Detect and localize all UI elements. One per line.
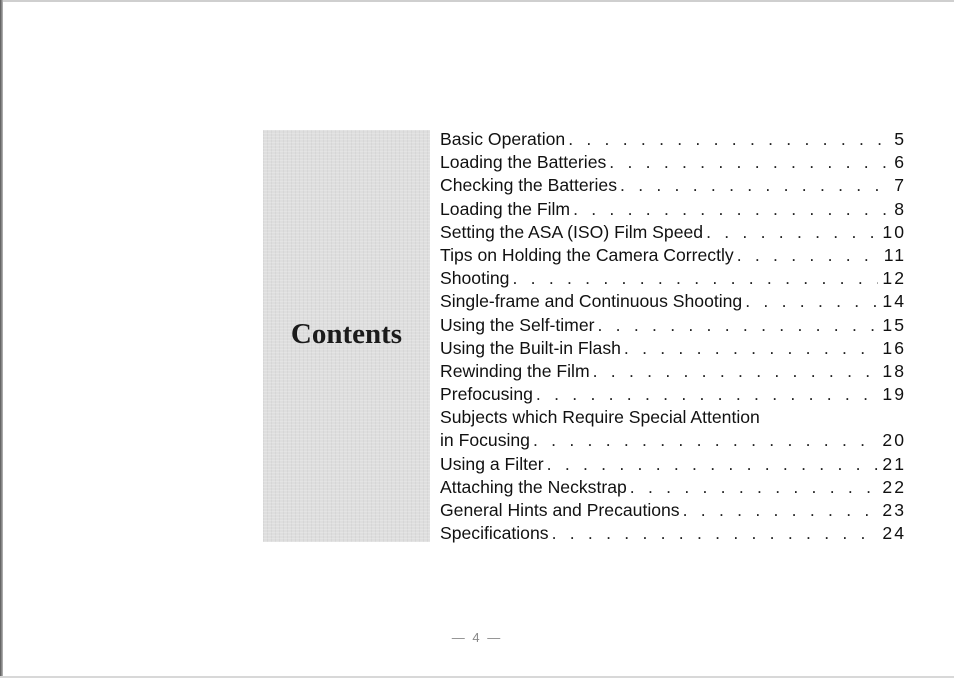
toc-entry-neckstrap[interactable] [440, 476, 904, 499]
toc-entry-label: Rewinding the Film [440, 360, 590, 381]
toc-entry-prefocusing[interactable] [440, 383, 904, 406]
toc-entry-general-hints[interactable] [440, 499, 904, 522]
toc-entry-page: 16 [882, 337, 906, 358]
toc-entry-label: Using a Filter [440, 453, 544, 474]
toc-entry-page: 19 [882, 384, 906, 405]
toc-entry-label: Loading the Batteries [440, 152, 607, 173]
dot-leader [745, 290, 878, 313]
toc-entry-using-filter[interactable] [440, 453, 904, 476]
page-title: Contents [290, 318, 403, 350]
toc-entry-page: 22 [882, 476, 906, 497]
dot-leader [737, 244, 880, 267]
toc-entry-label: Loading the Film [440, 198, 571, 219]
toc-entry-page: 15 [882, 314, 906, 335]
toc-entry-loading-batteries[interactable] [440, 151, 904, 174]
toc-entry-page: 5 [894, 129, 906, 149]
toc-entry-page: 24 [882, 523, 906, 544]
toc-entry-label: Specifications [440, 523, 549, 544]
dot-leader [512, 267, 878, 290]
dot-leader [552, 522, 879, 545]
toc-entry-label: Basic Operation [440, 129, 566, 149]
dot-leader [568, 128, 890, 151]
table-of-contents [440, 128, 904, 545]
dot-leader [598, 314, 879, 337]
toc-entry-basic-operation[interactable] [440, 128, 904, 151]
toc-entry-label: Shooting [440, 268, 510, 289]
toc-entry-label: Checking the Batteries [440, 175, 618, 196]
toc-entry-label: Setting the ASA (ISO) Film Speed [440, 221, 704, 242]
page-edge-top [0, 0, 954, 2]
toc-entry-holding-camera[interactable] [440, 244, 904, 267]
toc-entry-label: Using the Built-in Flash [440, 337, 621, 358]
toc-entry-subjects-heading: Subjects which Require Special Attention [440, 407, 760, 428]
toc-entry-page: 18 [882, 360, 906, 381]
toc-entry-label: Attaching the Neckstrap [440, 476, 627, 497]
toc-entry-rewinding-film[interactable] [440, 360, 904, 383]
toc-entry-shooting[interactable] [440, 267, 904, 290]
toc-entry-single-continuous[interactable] [440, 290, 904, 313]
toc-entry-page: 7 [894, 175, 906, 196]
toc-entry-page: 10 [882, 221, 906, 242]
toc-entry-built-in-flash[interactable] [440, 337, 904, 360]
dot-leader [609, 151, 890, 174]
toc-entry-label: Using the Self-timer [440, 314, 595, 335]
dot-leader [593, 360, 879, 383]
toc-entry-specifications[interactable] [440, 522, 904, 545]
toc-entry-loading-film[interactable] [440, 198, 904, 221]
dot-leader [624, 337, 879, 360]
dot-leader [706, 221, 878, 244]
toc-entry-label: Single-frame and Continuous Shooting [440, 291, 743, 312]
dot-leader [533, 429, 878, 452]
toc-entry-film-speed[interactable] [440, 221, 904, 244]
page-edge-left [0, 0, 3, 678]
toc-entry-self-timer[interactable] [440, 314, 904, 337]
dot-leader [573, 198, 890, 221]
toc-entry-page: 6 [894, 152, 906, 173]
toc-entry-page: 23 [882, 500, 906, 520]
page-number: — 4 — [451, 630, 503, 645]
toc-entry-label: in Focusing [440, 430, 530, 451]
toc-entry-page: 20 [882, 430, 906, 451]
toc-entry-label: Tips on Holding the Camera Correctly [440, 244, 734, 265]
toc-entry-page: 12 [882, 268, 906, 289]
toc-entry-page: 21 [882, 453, 906, 474]
dot-leader [620, 174, 890, 197]
dot-leader [630, 476, 879, 499]
toc-entry-page: 11 [883, 244, 906, 265]
contents-side-panel [263, 130, 430, 542]
dot-leader [547, 453, 879, 476]
dot-leader [536, 383, 879, 406]
toc-entry-label: Prefocusing [440, 384, 533, 405]
toc-entry-page: 14 [882, 291, 906, 312]
toc-entry-in-focusing[interactable] [440, 429, 904, 452]
dot-leader [683, 499, 879, 522]
toc-entry-label: General Hints and Precautions [440, 500, 680, 520]
toc-entry-checking-batteries[interactable] [440, 174, 904, 197]
toc-entry-page: 8 [894, 198, 906, 219]
